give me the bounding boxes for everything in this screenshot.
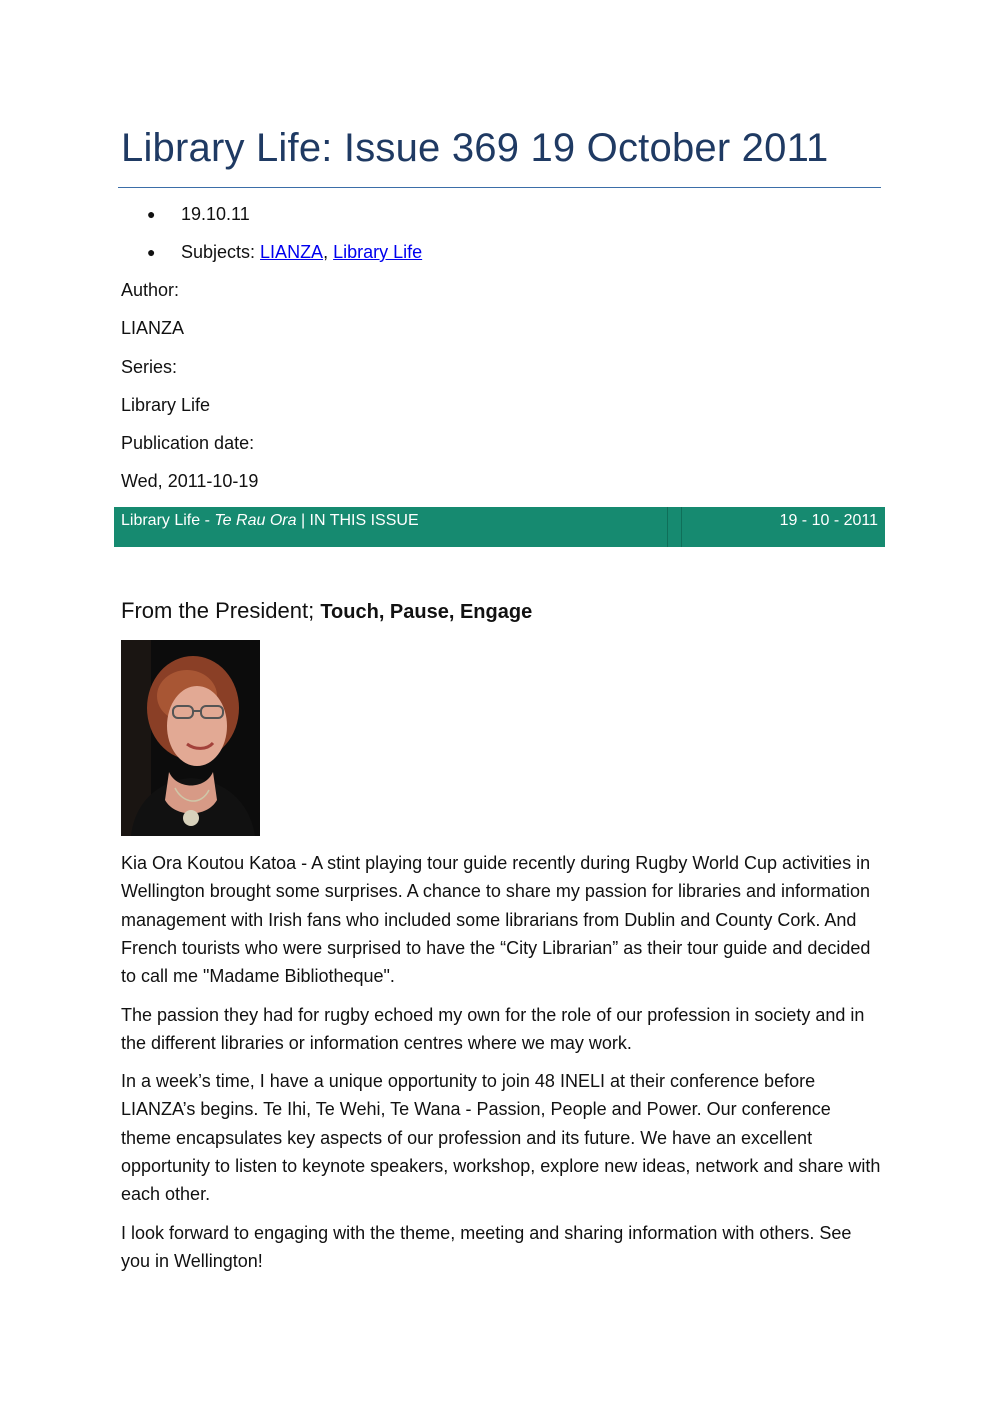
heading-plain: From the President; [121,598,321,623]
banner-suffix: | IN THIS ISSUE [296,512,419,529]
meta-date-item [147,202,250,226]
title-rule [118,187,881,188]
pubdate-label: Publication date: [121,433,255,453]
banner-date: 19 - 10 - 2011 [779,512,878,529]
meta-subjects-item [147,240,423,264]
author-label: Author: [121,280,180,300]
section-heading [121,597,532,626]
subject-link-lianza[interactable]: LIANZA [260,242,324,262]
article-paragraph: The passion they had for rugby echoed my own for the role of our profession in society and in the different libraries or information centres where we may work. [121,1005,865,1054]
banner-divider [681,507,682,547]
subjects-label: Subjects: [181,242,261,262]
page-title: Library Life: Issue 369 19 October 2011 [121,126,829,170]
series-label: Series: [121,357,178,377]
banner-divider [667,507,668,547]
bullet-icon: ● [147,206,156,222]
heading-bold: Touch, Pause, Engage [320,601,533,623]
meta-date: 19.10.11 [181,204,250,224]
banner-title [121,511,419,531]
president-portrait [121,640,260,836]
pubdate-value: Wed, 2011-10-19 [121,471,259,491]
article-paragraph: Kia Ora Koutou Katoa - A stint playing tour guide recently during Rugby World Cup activities in Wellington brought some surprises. A chance to share my passion for libraries and information management with Irish fans who included some librarians from Dublin and County Cork. And French tourists who were surprised to have the “City Librarian” as their tour guide and decided to call me "Madame Bibliotheque". [121,853,871,987]
bullet-icon: ● [147,244,156,260]
article-paragraph: In a week’s time, I have a unique opportunity to join 48 INELI at their conference before LIANZA’s begins. Te Ihi, Te Wehi, Te Wana - Passion, People and Power. Our conference theme encapsulates key aspects of our profession and its future. We have an excellent opportunity to listen to keynote speakers, workshop, explore new ideas, network and share with each other. [121,1071,881,1205]
article-paragraph: I look forward to engaging with the theme, meeting and sharing information with others. See you in Wellington! [121,1223,852,1272]
banner-prefix: Library Life - [121,512,215,529]
subject-link-library-life[interactable]: Library Life [333,242,423,262]
banner-italic: Te Rau Ora [214,512,297,529]
subjects-separator: , [323,242,334,262]
series-value: Library Life [121,395,211,415]
author-value: LIANZA [121,318,185,338]
issue-banner [114,507,885,547]
